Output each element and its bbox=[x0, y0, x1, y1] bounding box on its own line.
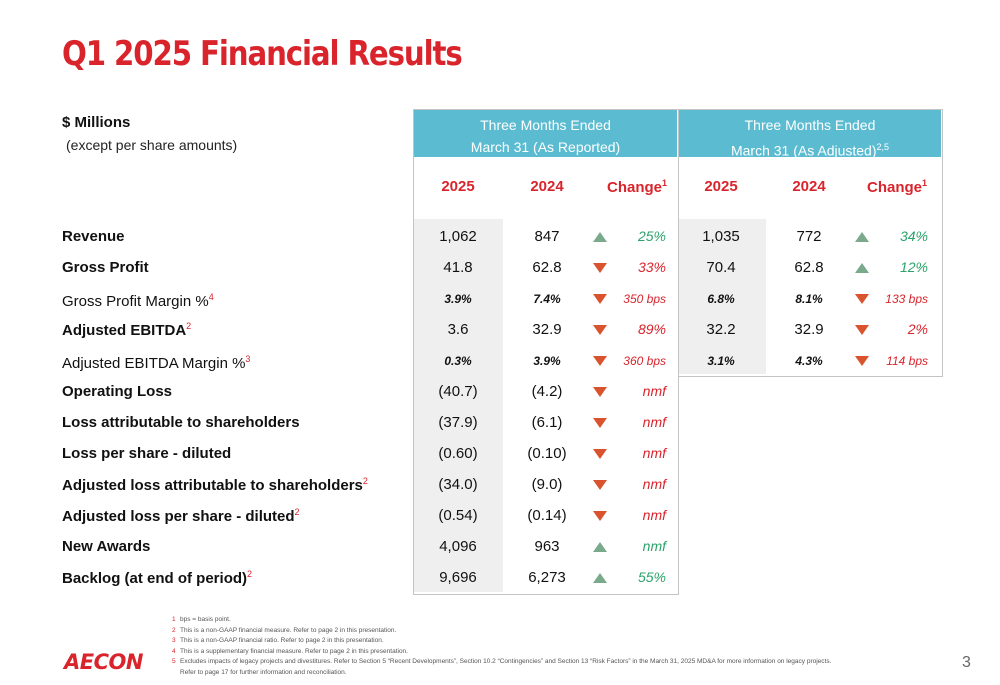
reported-2024-value: 847 bbox=[534, 228, 560, 245]
aecon-logo bbox=[62, 648, 152, 674]
row-label bbox=[62, 445, 231, 462]
down-arrow-icon bbox=[855, 294, 869, 304]
reported-2025-header: 2025 bbox=[441, 178, 475, 195]
adjusted-2024-header: 2024 bbox=[792, 178, 826, 195]
row-label-text: Gross Profit bbox=[62, 259, 149, 276]
adjusted-2025-value: 1,035 bbox=[702, 228, 740, 245]
reported-2025-value: 3.6 bbox=[447, 321, 469, 338]
footnote bbox=[172, 657, 831, 668]
reported-2025-value: (37.9) bbox=[438, 414, 478, 431]
row-label-text: Adjusted loss attributable to shareholders bbox=[62, 477, 363, 494]
adjusted-2025-value: 3.1% bbox=[707, 354, 735, 368]
down-arrow-icon bbox=[593, 449, 607, 459]
reported-2025-value: (34.0) bbox=[438, 476, 478, 493]
row-label-text: New Awards bbox=[62, 538, 151, 555]
reported-change-value: 350 bps bbox=[623, 292, 666, 306]
down-arrow-icon bbox=[593, 263, 607, 273]
adjusted-2024-value: 32.9 bbox=[794, 321, 824, 338]
adjusted-change-sup: 1 bbox=[922, 178, 928, 188]
reported-group-line1: Three Months Ended bbox=[480, 117, 611, 133]
up-arrow-icon bbox=[855, 232, 869, 242]
row-label-sup: 2 bbox=[186, 321, 192, 331]
adjusted-2024-value: 62.8 bbox=[794, 259, 824, 276]
footnote-text: This is a non-GAAP financial measure. Refer to page 2 in this presentation. bbox=[180, 626, 397, 634]
row-label bbox=[62, 259, 149, 276]
adjusted-2024-value: 8.1% bbox=[795, 292, 823, 306]
adjusted-change-value: 133 bps bbox=[885, 292, 928, 306]
row-label bbox=[62, 507, 300, 525]
footnote-text: This is a supplementary financial measure. Refer to page 2 in this presentation. bbox=[180, 647, 408, 655]
units-sublabel: (except per share amounts) bbox=[66, 137, 238, 153]
footnote-text: This is a non-GAAP financial ratio. Refer to page 2 in this presentation. bbox=[180, 637, 384, 644]
down-arrow-icon bbox=[593, 325, 607, 335]
reported-change-value: nmf bbox=[642, 414, 666, 430]
reported-change-header bbox=[597, 178, 677, 196]
up-arrow-icon bbox=[593, 232, 607, 242]
down-arrow-icon bbox=[593, 511, 607, 521]
reported-2024-value: (0.14) bbox=[527, 507, 567, 524]
adjusted-change-value: 34% bbox=[899, 228, 928, 244]
reported-2025-value: 4,096 bbox=[439, 538, 477, 555]
row-label bbox=[62, 538, 150, 555]
reported-group-header bbox=[414, 110, 677, 157]
reported-2025-value: 41.8 bbox=[443, 259, 473, 276]
row-label-text: Backlog (at end of period) bbox=[62, 570, 248, 587]
reported-change-value: 25% bbox=[637, 228, 666, 244]
units-label: $ Millions bbox=[62, 114, 131, 131]
reported-change-value: nmf bbox=[642, 507, 666, 523]
reported-change-value: 89% bbox=[637, 321, 666, 337]
row-label bbox=[62, 228, 125, 245]
reported-2024-value: 7.4% bbox=[533, 292, 561, 306]
row-label-text: Loss per share - diluted bbox=[62, 445, 232, 462]
down-arrow-icon bbox=[593, 418, 607, 428]
row-label bbox=[62, 569, 252, 587]
reported-group-line2: March 31 (As Reported) bbox=[470, 139, 621, 155]
row-label-text: Revenue bbox=[62, 228, 125, 245]
row-label-sup: 3 bbox=[245, 354, 251, 364]
adjusted-change-value: 2% bbox=[907, 321, 928, 337]
down-arrow-icon bbox=[855, 325, 869, 335]
adjusted-2025-header: 2025 bbox=[704, 178, 738, 195]
adjusted-change-header bbox=[857, 178, 937, 196]
row-label bbox=[62, 321, 191, 339]
adjusted-change-label: Change bbox=[866, 179, 922, 196]
footnote-number: 4 bbox=[172, 647, 176, 655]
reported-change-value: nmf bbox=[642, 383, 666, 399]
footnote bbox=[172, 626, 396, 637]
row-label bbox=[62, 476, 368, 494]
reported-2024-header: 2024 bbox=[530, 178, 564, 195]
footnote-text: Refer to page 17 for further information and reconciliation. bbox=[180, 668, 347, 676]
reported-2024-value: (6.1) bbox=[531, 414, 563, 431]
row-label-sup: 4 bbox=[208, 292, 214, 302]
footnote-number: 1 bbox=[172, 616, 176, 623]
reported-2024-value: (0.10) bbox=[527, 445, 567, 462]
footnote bbox=[172, 647, 408, 658]
page-title: Q1 2025 Financial Results bbox=[62, 34, 462, 74]
reported-2024-value: 32.9 bbox=[532, 321, 562, 338]
footnote-number: 2 bbox=[172, 626, 176, 634]
down-arrow-icon bbox=[593, 387, 607, 397]
row-label-text: Adjusted EBITDA Margin % bbox=[62, 355, 246, 372]
reported-2024-value: 6,273 bbox=[528, 569, 566, 586]
reported-2025-value: 1,062 bbox=[439, 228, 477, 245]
adjusted-2024-value: 4.3% bbox=[795, 354, 823, 368]
adjusted-2025-value: 32.2 bbox=[706, 321, 736, 338]
footnote-number: 5 bbox=[172, 658, 176, 665]
reported-change-value: 55% bbox=[637, 569, 666, 585]
reported-2024-value: (9.0) bbox=[531, 476, 563, 493]
footnote-number: 3 bbox=[172, 637, 176, 644]
up-arrow-icon bbox=[855, 263, 869, 273]
row-label-text: Loss attributable to shareholders bbox=[62, 414, 300, 431]
reported-change-value: nmf bbox=[642, 476, 666, 492]
footnote bbox=[172, 636, 384, 647]
row-label-sup: 2 bbox=[362, 476, 368, 486]
down-arrow-icon bbox=[855, 356, 869, 366]
row-label-text: Adjusted EBITDA bbox=[62, 322, 187, 339]
row-label bbox=[62, 354, 250, 372]
reported-change-value: nmf bbox=[642, 538, 666, 554]
reported-change-value: nmf bbox=[642, 445, 666, 461]
adjusted-group-sup: 2,5 bbox=[876, 142, 890, 152]
reported-2025-value: 3.9% bbox=[444, 292, 472, 306]
down-arrow-icon bbox=[593, 356, 607, 366]
up-arrow-icon bbox=[593, 542, 607, 552]
reported-change-sup: 1 bbox=[662, 178, 668, 188]
aecon-logo-text: AECON bbox=[64, 650, 143, 674]
reported-2025-value: 0.3% bbox=[444, 354, 472, 368]
page-number: 3 bbox=[962, 654, 971, 671]
reported-change-value: 33% bbox=[637, 259, 666, 275]
reported-2024-value: 62.8 bbox=[532, 259, 562, 276]
down-arrow-icon bbox=[593, 480, 607, 490]
row-label-text: Operating Loss bbox=[62, 383, 173, 400]
row-label bbox=[62, 292, 214, 310]
row-label bbox=[62, 383, 172, 400]
footnote bbox=[172, 615, 231, 626]
adjusted-2025-value: 70.4 bbox=[706, 259, 736, 276]
row-label-sup: 2 bbox=[247, 569, 253, 579]
footnote-text: bps = basis point. bbox=[180, 616, 231, 623]
reported-2025-value: (0.60) bbox=[438, 445, 478, 462]
reported-2025-value: (40.7) bbox=[438, 383, 478, 400]
down-arrow-icon bbox=[593, 294, 607, 304]
row-label-text: Gross Profit Margin % bbox=[62, 293, 209, 310]
adjusted-2025-value: 6.8% bbox=[707, 292, 735, 306]
footnote-text: Excludes impacts of legacy projects and divestitures. Refer to Section 5 “Recent Developments”, Section 10.2 “Contingencies” and Section 13 “Risk Factors” in the March 31, 2025 MD&A for more information on legacy projects. bbox=[180, 658, 832, 665]
adjusted-2024-value: 772 bbox=[796, 228, 822, 245]
reported-2024-value: (4.2) bbox=[531, 383, 563, 400]
up-arrow-icon bbox=[593, 573, 607, 583]
row-label bbox=[62, 414, 300, 431]
reported-2025-value: (0.54) bbox=[438, 507, 478, 524]
adjusted-group-line2-text: March 31 (As Adjusted) bbox=[730, 142, 877, 159]
adjusted-group-line1: Three Months Ended bbox=[744, 117, 876, 133]
reported-2025-value: 9,696 bbox=[439, 569, 477, 586]
reported-change-label: Change bbox=[606, 179, 662, 196]
adjusted-group-line2 bbox=[679, 136, 941, 162]
adjusted-group-header bbox=[679, 110, 941, 157]
reported-2024-value: 963 bbox=[534, 538, 560, 555]
row-label-text: Adjusted loss per share - diluted bbox=[62, 508, 295, 525]
adjusted-change-value: 12% bbox=[899, 259, 928, 275]
reported-2024-value: 3.9% bbox=[533, 354, 561, 368]
adjusted-change-value: 114 bps bbox=[886, 354, 928, 368]
reported-change-value: 360 bps bbox=[623, 354, 666, 368]
row-label-sup: 2 bbox=[294, 507, 300, 517]
footnote bbox=[172, 668, 347, 679]
